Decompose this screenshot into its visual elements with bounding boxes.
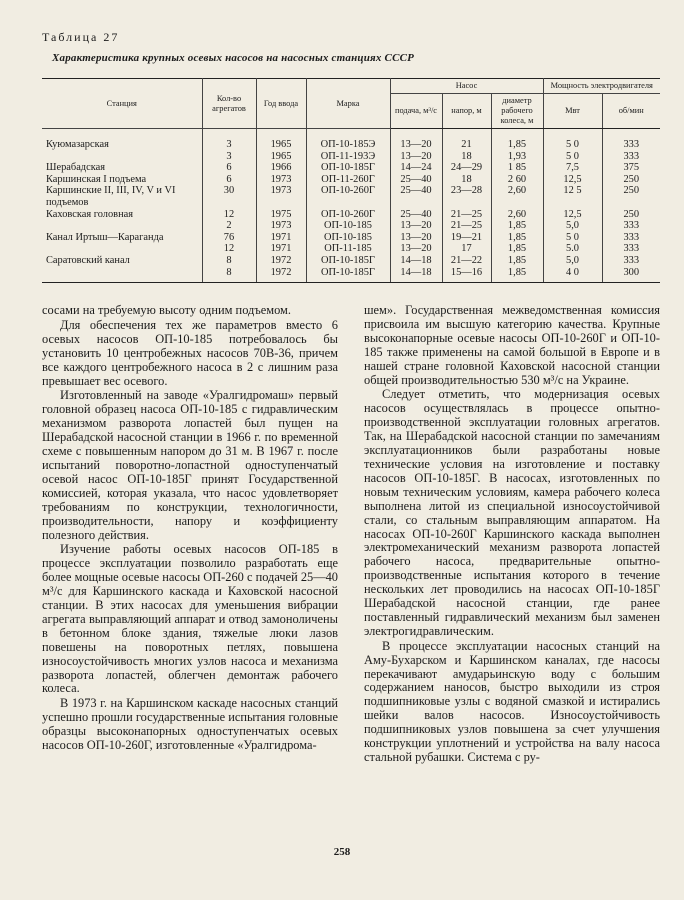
table-row: [42, 162, 660, 174]
paragraph: Изготовленный на заводе «Уралгидромаш» первый головной образец насоса ОП-10-185 с гидравлическим механизмом разворота лопастей был пущен на Шерабадской насосной станции в 1966 г. по временной схеме с повышенным напором до 31 м. В 1967 г. после испытаний поворотно-лопастной одноступенчатый осевой насос ОП-10-185Г принят Государственной комиссией, которая указала, что насос удовлетворяет требованиям по конструкции, технологичности, производительности, напору и коэффициенту полезного действия.: [42, 388, 338, 542]
cell-station: Каршинские II, III, IV, V и VI подъемов: [42, 185, 202, 208]
table-row: [42, 232, 660, 255]
cell-value: 1,85: [507, 254, 527, 266]
cell-value: 1,85: [507, 266, 527, 278]
header-brand: Марка: [306, 79, 390, 129]
cell-value: 25—40: [400, 185, 432, 197]
cell-flow: [390, 185, 442, 208]
paragraph: В процессе эксплуатации насосных станций на Аму-Бухарском и Каршинском каналах, где насосы перекачивают амударьинскую воду с большим содержанием наносов, быстро выходили из строя подшипниковые узлы с водяной смазкой и истирались шейки валов насосов. Износоустойчивость подшипниковых узлов повышена за счет улучшения конструкции уплотнений и устройства на валу насоса стальной рубашки. Система с ру-: [364, 638, 660, 764]
cell-value: 18: [461, 150, 472, 162]
cell-value: 14—18: [400, 266, 432, 278]
cell-flow: [390, 255, 442, 283]
cell-rpm: [602, 185, 660, 208]
header-diameter: диаметр рабочего колеса, м: [491, 94, 543, 129]
paragraph: Для обеспечения тех же параметров вместо 6 осевых насосов ОП-10-185 потребовалось бы установить 10 центробежных насосов 70В-36, причем все каждого центробежного насоса в 2 с лишним раза превышает вес осевого.: [42, 317, 338, 388]
cell-units: [202, 185, 256, 208]
cell-brand: [306, 185, 390, 208]
cell-diameter: [491, 162, 543, 174]
page-number: 258: [333, 846, 351, 858]
cell-value: 1973: [270, 185, 292, 197]
cell-value: 4 0: [566, 266, 579, 278]
header-units: Кол-во агрегатов: [202, 79, 256, 129]
table-row: [42, 209, 660, 232]
table-row: [42, 174, 660, 186]
cell-power: [543, 162, 602, 174]
cell-head: [442, 255, 491, 283]
cell-value: 6: [226, 173, 232, 185]
paragraph: сосами на требуемую высоту одним подъемом.: [42, 303, 291, 317]
paragraph: Следует отметить, что модернизация осевых насосов осуществлялась в процессе опытно-производственной эксплуатации головных агрегатов. Так, на Шерабадской насосной станции по замечаниям эксплуатационников были разработаны новые технические условия на изготовление и поставку насосов ОП-10-185Г. В насосах, изготовленных по новым техническим условиям, камера рабочего колеса выполнена литой из специальной износоустойчивой стали, со стальным выправляющим аппаратом. На насосах ОП-10-260Г Каршинского каскада выполнен электромеханический механизм разворота лопастей рабочего насоса, предварительные опытно-производственные испытания которого в течение нескольких лет проводились на насосах ОП-10-185Г Шерабадской насосной станции, где ранее поставленный гидравлический механизм был заменен электрогидравлическим.: [364, 387, 660, 638]
paragraph: Изучение работы осевых насосов ОП-185 в процессе эксплуатации позволило разработать еще более мощные осевые насосы ОП-260 с подачей 25—40 м³/с для Каршинского каскада и Каховской насосной станции. В этих насосах для уменьшения вибрации агрегата выправляющий аппарат и отвод замоноличены в бетонном блоке здания, тяжелые люки лазов повешены на поворотных петлях, повышена износоустойчивость многих узлов насоса и механизма разворота лопастей, облегчен демонтаж рабочего колеса.: [42, 542, 338, 696]
cell-value: 250: [623, 173, 640, 185]
cell-power: [543, 209, 602, 232]
header-year: Год ввода: [256, 79, 306, 129]
cell-value: ОП-10-185Э: [320, 139, 376, 150]
cell-power: [543, 129, 602, 163]
cell-flow: [390, 174, 442, 186]
cell-value: 76: [223, 231, 235, 243]
cell-brand: [306, 129, 390, 163]
cell-value: 333: [623, 220, 640, 232]
cell-head: [442, 185, 491, 208]
cell-value: 3: [226, 139, 232, 150]
cell-value: 21: [461, 139, 472, 150]
cell-value: 2,60: [507, 208, 527, 220]
cell-value: 25—40: [400, 173, 432, 185]
cell-value: 1973: [270, 220, 292, 232]
cell-value: 17: [461, 243, 472, 255]
cell-value: 13—20: [400, 220, 432, 232]
cell-value: 18: [461, 173, 472, 185]
table-row: [42, 185, 660, 208]
cell-value: 8: [226, 266, 232, 278]
cell-value: 13—20: [400, 231, 432, 243]
cell-station: Шерабадская: [42, 162, 202, 174]
header-station: Станция: [42, 79, 202, 129]
cell-power: [543, 255, 602, 283]
cell-year: [256, 232, 306, 255]
header-flow: подача, м³/с: [390, 94, 442, 129]
cell-power: [543, 174, 602, 186]
cell-value: ОП-11-185: [324, 243, 372, 255]
cell-value: 19—21: [450, 231, 483, 243]
cell-brand: [306, 174, 390, 186]
cell-value: 1975: [270, 208, 292, 220]
cell-value: 2 60: [507, 173, 527, 185]
header-rpm: об/мин: [602, 94, 660, 129]
table-title: Характеристика крупных осевых насосов на насосных станциях СССР: [52, 52, 415, 64]
cell-value: ОП-10-260Г: [321, 208, 375, 220]
cell-value: 2,60: [507, 185, 527, 197]
cell-station: Каховская головная: [42, 209, 202, 232]
cell-value: 1,85: [507, 139, 527, 150]
cell-value: 13—20: [400, 139, 432, 150]
cell-value: 1971: [270, 243, 292, 255]
cell-value: 5 0: [566, 150, 579, 162]
cell-power: [543, 185, 602, 208]
cell-value: 21—25: [450, 208, 483, 220]
cell-value: 5,0: [566, 254, 579, 266]
cell-flow: [390, 209, 442, 232]
cell-rpm: [602, 129, 660, 163]
cell-station: Канал Иртыш—Караганда: [42, 232, 202, 255]
cell-power: [543, 232, 602, 255]
table-row: [42, 129, 660, 163]
cell-value: 15—16: [450, 266, 483, 278]
paragraph: шем». Государственная межведомственная комиссия присвоила им высшую категорию качества. Крупные высоконапорные осевые насосы ОП-10-260Г и ОП-10-185 также применены на самой большой в Европе и в нашей стране головной Каховской насосной станции общей производительностью 530 м³/с на Украине.: [364, 303, 660, 387]
header-power: Мвт: [543, 94, 602, 129]
cell-value: 333: [623, 150, 640, 162]
cell-value: 5,0: [566, 220, 579, 232]
cell-value: 12,5: [563, 208, 582, 220]
cell-value: 1972: [270, 266, 292, 278]
cell-diameter: [491, 174, 543, 186]
cell-value: ОП-11-260Г: [321, 173, 375, 185]
cell-brand: [306, 232, 390, 255]
right-column: [364, 304, 660, 765]
cell-value: 333: [623, 254, 640, 266]
cell-value: 5.0: [566, 243, 579, 255]
cell-brand: [306, 162, 390, 174]
cell-units: [202, 232, 256, 255]
cell-value: 1971: [270, 231, 292, 243]
cell-value: 25—40: [400, 208, 432, 220]
cell-rpm: [602, 174, 660, 186]
body-text: [42, 304, 660, 765]
cell-rpm: [602, 232, 660, 255]
cell-value: 1972: [270, 254, 292, 266]
cell-value: 2: [226, 220, 232, 232]
cell-head: [442, 174, 491, 186]
cell-diameter: [491, 232, 543, 255]
cell-year: [256, 209, 306, 232]
cell-value: 12: [223, 243, 235, 255]
cell-value: 5 0: [566, 231, 579, 243]
cell-year: [256, 255, 306, 283]
table-body: [42, 129, 660, 283]
cell-diameter: [491, 209, 543, 232]
cell-diameter: [491, 255, 543, 283]
cell-value: 1965: [270, 139, 292, 150]
cell-value: 250: [623, 208, 640, 220]
cell-units: [202, 209, 256, 232]
cell-value: 24—29: [450, 162, 483, 174]
pump-characteristics-table: [42, 78, 660, 283]
cell-value: ОП-10-185Г: [321, 162, 375, 174]
cell-value: 21—22: [450, 254, 483, 266]
cell-value: 7,5: [566, 162, 579, 174]
cell-value: 375: [623, 162, 640, 174]
cell-value: 300: [623, 266, 640, 278]
cell-value: ОП-10-185Г: [321, 266, 375, 278]
cell-units: [202, 129, 256, 163]
cell-value: 8: [226, 254, 232, 266]
cell-brand: [306, 255, 390, 283]
cell-year: [256, 185, 306, 208]
cell-value: 333: [623, 231, 640, 243]
header-motor: Мощность электродвигателя: [543, 79, 660, 94]
cell-year: [256, 162, 306, 174]
cell-rpm: [602, 162, 660, 174]
cell-value: 14—18: [400, 254, 432, 266]
cell-year: [256, 129, 306, 163]
cell-diameter: [491, 185, 543, 208]
cell-units: [202, 162, 256, 174]
cell-head: [442, 162, 491, 174]
cell-head: [442, 232, 491, 255]
cell-value: 23—28: [450, 185, 483, 197]
cell-value: 1,93: [507, 150, 527, 162]
paragraph: В 1973 г. на Каршинском каскаде насосных станций успешно прошли государственные испытания головные образцы высоконапорных одноступенчатых осевых насосов ОП-10-260Г, изготовленные «Уралгидрома-: [42, 696, 338, 753]
cell-value: 1973: [270, 173, 292, 185]
cell-value: 1966: [270, 162, 292, 174]
header-pump: Насос: [390, 79, 543, 94]
left-column: [42, 304, 338, 765]
cell-value: 12,5: [563, 173, 582, 185]
cell-value: 5 0: [566, 139, 579, 150]
cell-value: 1,85: [507, 243, 527, 255]
cell-value: 1,85: [507, 231, 527, 243]
cell-flow: [390, 129, 442, 163]
cell-units: [202, 255, 256, 283]
cell-value: 3: [226, 150, 232, 162]
cell-year: [256, 174, 306, 186]
cell-value: 1965: [270, 150, 292, 162]
cell-value: ОП-10-260Г: [321, 185, 375, 197]
cell-value: 12 5: [563, 185, 582, 197]
cell-station: Саратовский канал: [42, 255, 202, 283]
table-row: [42, 255, 660, 283]
cell-units: [202, 174, 256, 186]
cell-value: 30: [223, 185, 235, 197]
cell-flow: [390, 162, 442, 174]
cell-diameter: [491, 129, 543, 163]
cell-value: 14—24: [400, 162, 432, 174]
cell-value: ОП-10-185: [324, 220, 372, 232]
cell-rpm: [602, 255, 660, 283]
cell-value: 13—20: [400, 150, 432, 162]
cell-value: 333: [623, 243, 640, 255]
cell-value: 1,85: [507, 220, 527, 232]
cell-flow: [390, 232, 442, 255]
cell-station: Куюмазарская: [42, 129, 202, 163]
cell-value: 250: [623, 185, 640, 197]
cell-value: ОП-10-185: [324, 231, 372, 243]
cell-rpm: [602, 209, 660, 232]
cell-value: 1 85: [507, 162, 527, 174]
cell-head: [442, 209, 491, 232]
cell-value: 333: [623, 139, 640, 150]
cell-value: 13—20: [400, 243, 432, 255]
cell-value: 6: [226, 162, 232, 174]
cell-value: 12: [223, 208, 235, 220]
cell-head: [442, 129, 491, 163]
cell-station: Каршинская I подъема: [42, 174, 202, 186]
cell-value: ОП-11-193Э: [320, 150, 376, 162]
table-number: Таблица 27: [42, 30, 120, 44]
cell-value: ОП-10-185Г: [321, 254, 375, 266]
header-head: напор, м: [442, 94, 491, 129]
cell-brand: [306, 209, 390, 232]
cell-value: 21—25: [450, 220, 483, 232]
